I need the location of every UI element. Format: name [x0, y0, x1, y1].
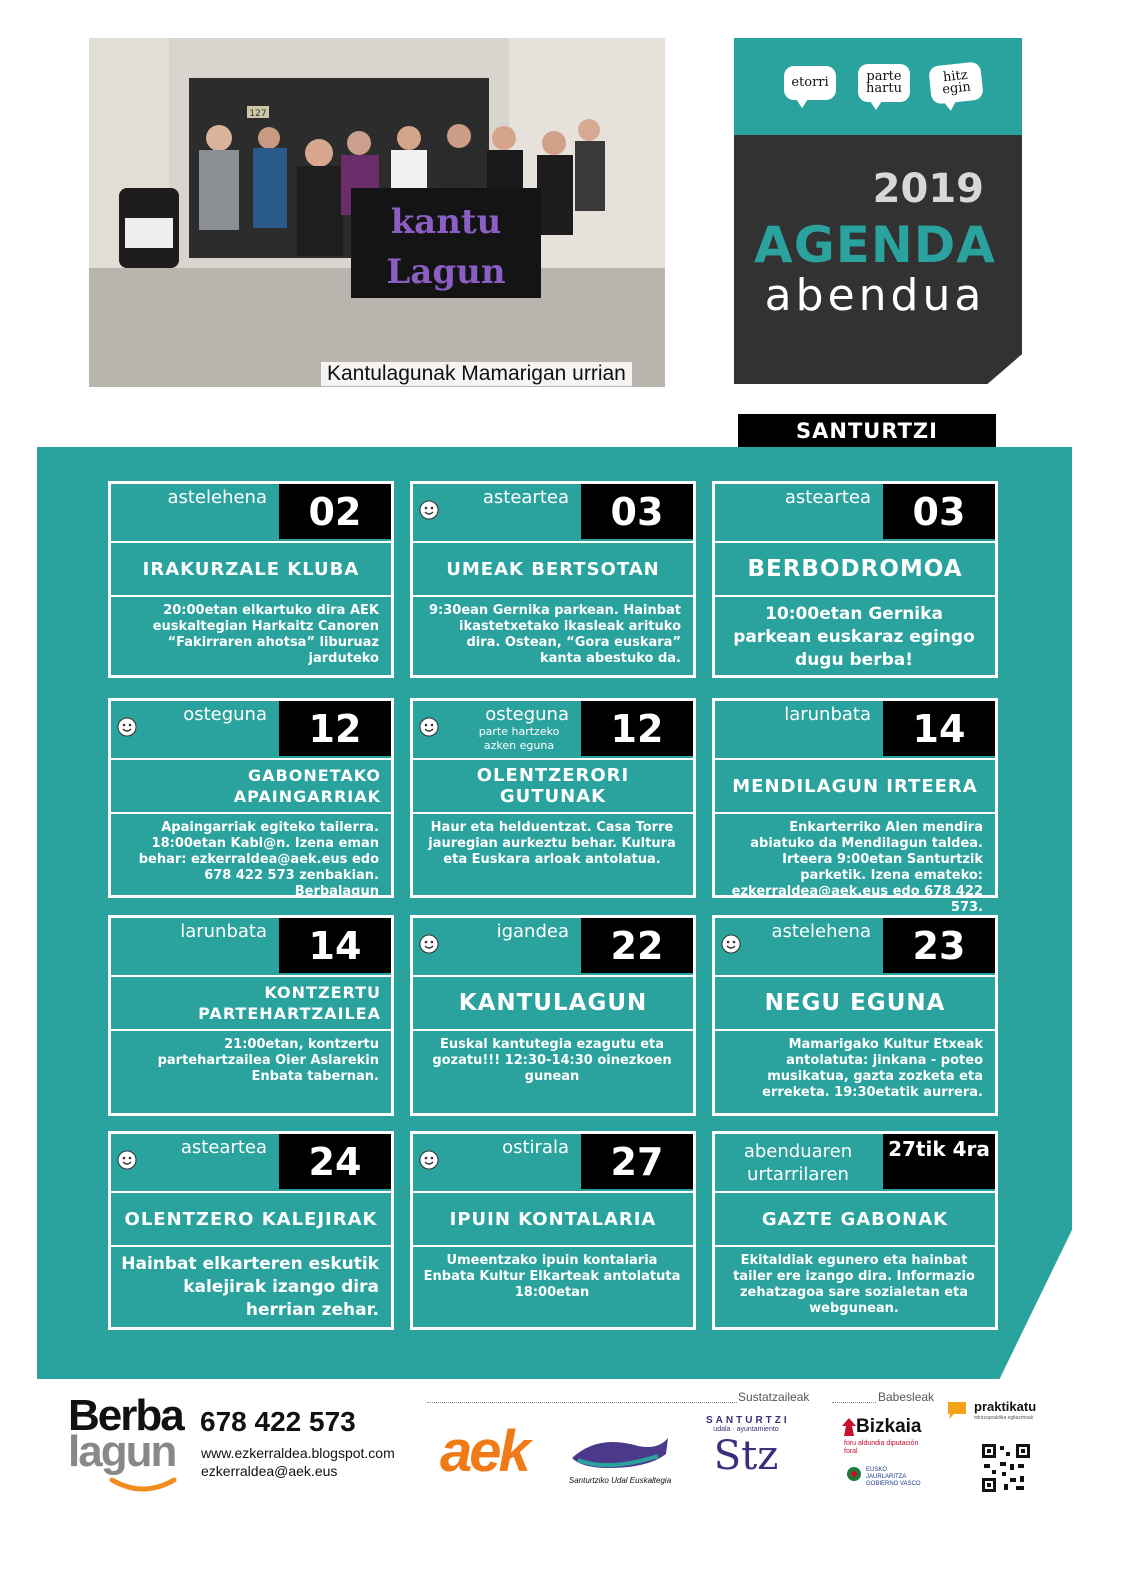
event-day-number: 14	[883, 701, 995, 756]
event-day-number: 27tik 4ra	[883, 1134, 995, 1189]
event-day-number: 03	[581, 484, 693, 539]
event-card-header	[413, 484, 693, 543]
smiley-icon	[419, 500, 439, 520]
bizkaia-label: Bizkaia	[856, 1416, 922, 1437]
euskaltegi-label: Santurtziko Udal Euskaltegia	[568, 1476, 672, 1485]
event-card-header	[413, 701, 693, 760]
event-card-header	[111, 484, 391, 543]
event-day-number: 12	[581, 701, 693, 756]
speech-bubble-etorri: etorri	[784, 66, 836, 100]
event-title: BERBODROMOA	[715, 543, 995, 597]
logo-lagun: lagun	[68, 1427, 176, 1476]
bizkaia-logo	[842, 1416, 932, 1456]
smiley-icon	[721, 934, 741, 954]
aek-logo: aek	[440, 1419, 528, 1484]
event-card-header	[111, 1134, 391, 1193]
event-card	[108, 915, 394, 1116]
event-title: KANTULAGUN	[413, 977, 693, 1031]
event-card-header	[111, 918, 391, 977]
event-title: MENDILAGUN IRTEERA	[715, 760, 995, 814]
event-weekday	[181, 1138, 267, 1158]
qr-code-icon[interactable]	[980, 1442, 1032, 1494]
group-photo-illustration	[89, 38, 665, 387]
smiley-icon	[419, 1150, 439, 1170]
logo-berba: Berba	[68, 1391, 183, 1440]
event-weekday	[723, 1140, 873, 1186]
email-link[interactable]: ezkerraldea@aek.eus	[201, 1463, 338, 1479]
event-title: UMEAK BERTSOTAN	[413, 543, 693, 597]
speech-bubble-parte-hartu: parte hartu	[858, 64, 910, 102]
weekday-label: astelehena	[771, 921, 871, 942]
contact-phone: 678 422 573	[200, 1406, 356, 1437]
praktikatu-label: praktikatu	[974, 1399, 1037, 1414]
svg-text:Lagun: Lagun	[386, 252, 506, 292]
weekday-label: asteartea	[482, 487, 569, 508]
event-title: OLENTZERO KALEJIRAK	[111, 1193, 391, 1247]
event-day-number: 23	[883, 918, 995, 973]
town-label: SANTURTZI	[738, 414, 996, 447]
event-card-header	[413, 918, 693, 977]
event-weekday	[167, 488, 267, 508]
header-photo	[89, 38, 665, 387]
event-card	[410, 1131, 696, 1330]
event-card-header	[413, 1134, 693, 1193]
smile-underline-icon	[108, 1476, 178, 1494]
weekday-label: asteartea	[784, 487, 871, 508]
sponsors-divider	[427, 1402, 737, 1403]
event-weekday	[469, 705, 569, 753]
event-description: Mamarigako Kultur Etxeak antolatuta: jinkana - poteo musikatua, gazta zozketa eta erreketa. 19:30etatik aurrera.	[762, 1037, 983, 1100]
event-description: Haur eta helduentzat. Casa Torre jauregian aurkeztu behar. Kultura eta Euskara arloak antolatua.	[428, 820, 676, 867]
event-description: Euskal kantutegia ezagutu eta gozatu!!! 12:30-14:30 oinezkoen gunean	[432, 1037, 672, 1084]
event-card	[712, 698, 998, 915]
event-day-number: 22	[581, 918, 693, 973]
bizkaia-leaf-icon	[842, 1418, 856, 1436]
smiley-icon	[419, 717, 439, 737]
stz-mark: Stz	[713, 1433, 779, 1479]
event-description: 21:00etan, kontzertu partehartzailea Oier Aslarekin Enbata tabernan.	[157, 1037, 379, 1084]
event-description: Umeentzako ipuin kontalaria Enbata Kultur Elkarteak antolatuta 18:00etan	[423, 1253, 681, 1300]
contact-links	[201, 1444, 395, 1480]
event-card-header	[715, 918, 995, 977]
whale-icon	[568, 1428, 672, 1474]
event-description: 20:00etan elkartuko dira AEK euskaltegian Harkaitz Canoren “Fakirraren ahotsa” liburuaz jarduteko	[152, 603, 379, 666]
event-day-number: 27	[581, 1134, 693, 1189]
event-weekday	[502, 1138, 569, 1158]
month: abendua	[764, 270, 986, 321]
event-card	[712, 481, 998, 678]
event-card	[410, 481, 696, 678]
smiley-icon	[117, 717, 137, 737]
berbalagun-logo	[68, 1391, 183, 1476]
photo-caption: Kantulagunak Mamarigan urrian	[321, 362, 632, 386]
praktikatu-logo	[946, 1398, 1046, 1428]
smiley-icon	[419, 934, 439, 954]
event-title: GAZTE GABONAK	[715, 1193, 995, 1247]
agenda-title: AGENDA	[754, 216, 996, 274]
event-weekday	[497, 922, 569, 942]
year: 2019	[872, 166, 984, 212]
weekday-label: astelehena	[167, 487, 267, 508]
praktikatu-sub: mintzapraktika egitasmoak	[974, 1415, 1034, 1421]
event-description: Ekitaldiak egunero eta hainbat tailer ere izango dira. Informazio zehatzagoa sare sozialetan eta webgunean.	[733, 1253, 975, 1316]
header-box	[734, 38, 1022, 384]
speech-bubble-hitz-egin: hitz egin	[928, 61, 984, 104]
weekday-sublabel: parte hartzeko azken eguna	[478, 725, 560, 752]
weekday-label: osteguna	[183, 704, 267, 725]
event-description: 9:30ean Gernika parkean. Hainbat ikastetxetako ikasleak arituko dira. Ostean, “Gora euskara” kanta abestuko da.	[428, 603, 681, 666]
weekday-label: abenduaren urtarrilaren	[743, 1141, 853, 1185]
supporters-label: Babesleak	[878, 1390, 935, 1404]
weekday-label: asteartea	[180, 1137, 267, 1158]
santurtzi-label: SANTURTZI	[706, 1415, 790, 1426]
event-card	[712, 1131, 998, 1330]
event-card	[410, 915, 696, 1116]
event-description: Hainbat elkarteren eskutik kalejirak izango dira herrian zehar.	[121, 1254, 379, 1320]
eusko-jaurlaritza-logo	[846, 1466, 926, 1487]
sponsors-label: Sustatzaileak	[738, 1390, 810, 1404]
event-card	[108, 481, 394, 678]
weekday-label: osteguna	[485, 704, 569, 725]
event-weekday	[784, 705, 871, 725]
santurtzi-logo	[706, 1415, 790, 1495]
event-card-header	[715, 1134, 995, 1193]
euskaltegi-logo	[568, 1428, 672, 1498]
event-description: Apaingarriak egiteko tailerra. 18:00etan Kabl@n. Izena eman behar: ezkerraldea@aek.eus edo 678 422 573 zenbakian. Berbalagun	[138, 820, 379, 899]
santurtzi-sub: udala · ayuntamiento	[713, 1426, 779, 1433]
bizkaia-sub: foru aldundia diputación foral	[844, 1440, 919, 1455]
event-day-number: 12	[279, 701, 391, 756]
event-weekday	[183, 705, 267, 725]
event-weekday	[785, 488, 871, 508]
event-day-number: 02	[279, 484, 391, 539]
event-title: GABONETAKO APAINGARRIAK	[111, 760, 391, 814]
event-weekday	[180, 922, 267, 942]
weekday-label: ostirala	[502, 1137, 569, 1158]
eusko-label: EUSKO JAURLARITZA GOBIERNO VASCO	[866, 1467, 921, 1487]
website-link[interactable]: www.ezkerraldea.blogspot.com	[201, 1445, 395, 1461]
weekday-label: igandea	[496, 921, 569, 942]
door-number: 127	[249, 109, 267, 119]
event-title: NEGU EGUNA	[715, 977, 995, 1031]
weekday-label: larunbata	[784, 704, 871, 725]
event-title: IPUIN KONTALARIA	[413, 1193, 693, 1247]
event-title: OLENTZERORI GUTUNAK	[413, 760, 693, 814]
event-title: KONTZERTU PARTEHARTZAILEA	[111, 977, 391, 1031]
event-card	[108, 1131, 394, 1330]
event-card	[410, 698, 696, 898]
chat-bubble-icon	[946, 1400, 968, 1420]
supporters-divider	[832, 1402, 876, 1403]
event-card-header	[715, 484, 995, 543]
event-card	[108, 698, 394, 898]
eusko-emblem-icon	[846, 1466, 862, 1482]
event-day-number: 03	[883, 484, 995, 539]
svg-text:kantu: kantu	[390, 202, 502, 242]
event-day-number: 24	[279, 1134, 391, 1189]
event-card	[712, 915, 998, 1116]
event-weekday	[483, 488, 569, 508]
weekday-label: larunbata	[180, 921, 267, 942]
event-title: IRAKURZALE KLUBA	[111, 543, 391, 597]
event-card-header	[111, 701, 391, 760]
event-weekday	[771, 922, 871, 942]
event-description: 10:00etan Gernika parkean euskaraz egingo dugu berba!	[733, 604, 975, 670]
smiley-icon	[117, 1150, 137, 1170]
event-description: Enkarterriko Alen mendira abiatuko da Mendilagun taldea. Irteera 9:00etan Santurtzik parketik. Izena emateko: ezkerraldea@aek.eus edo 678 422 573.	[731, 820, 983, 915]
event-card-header	[715, 701, 995, 760]
event-day-number: 14	[279, 918, 391, 973]
